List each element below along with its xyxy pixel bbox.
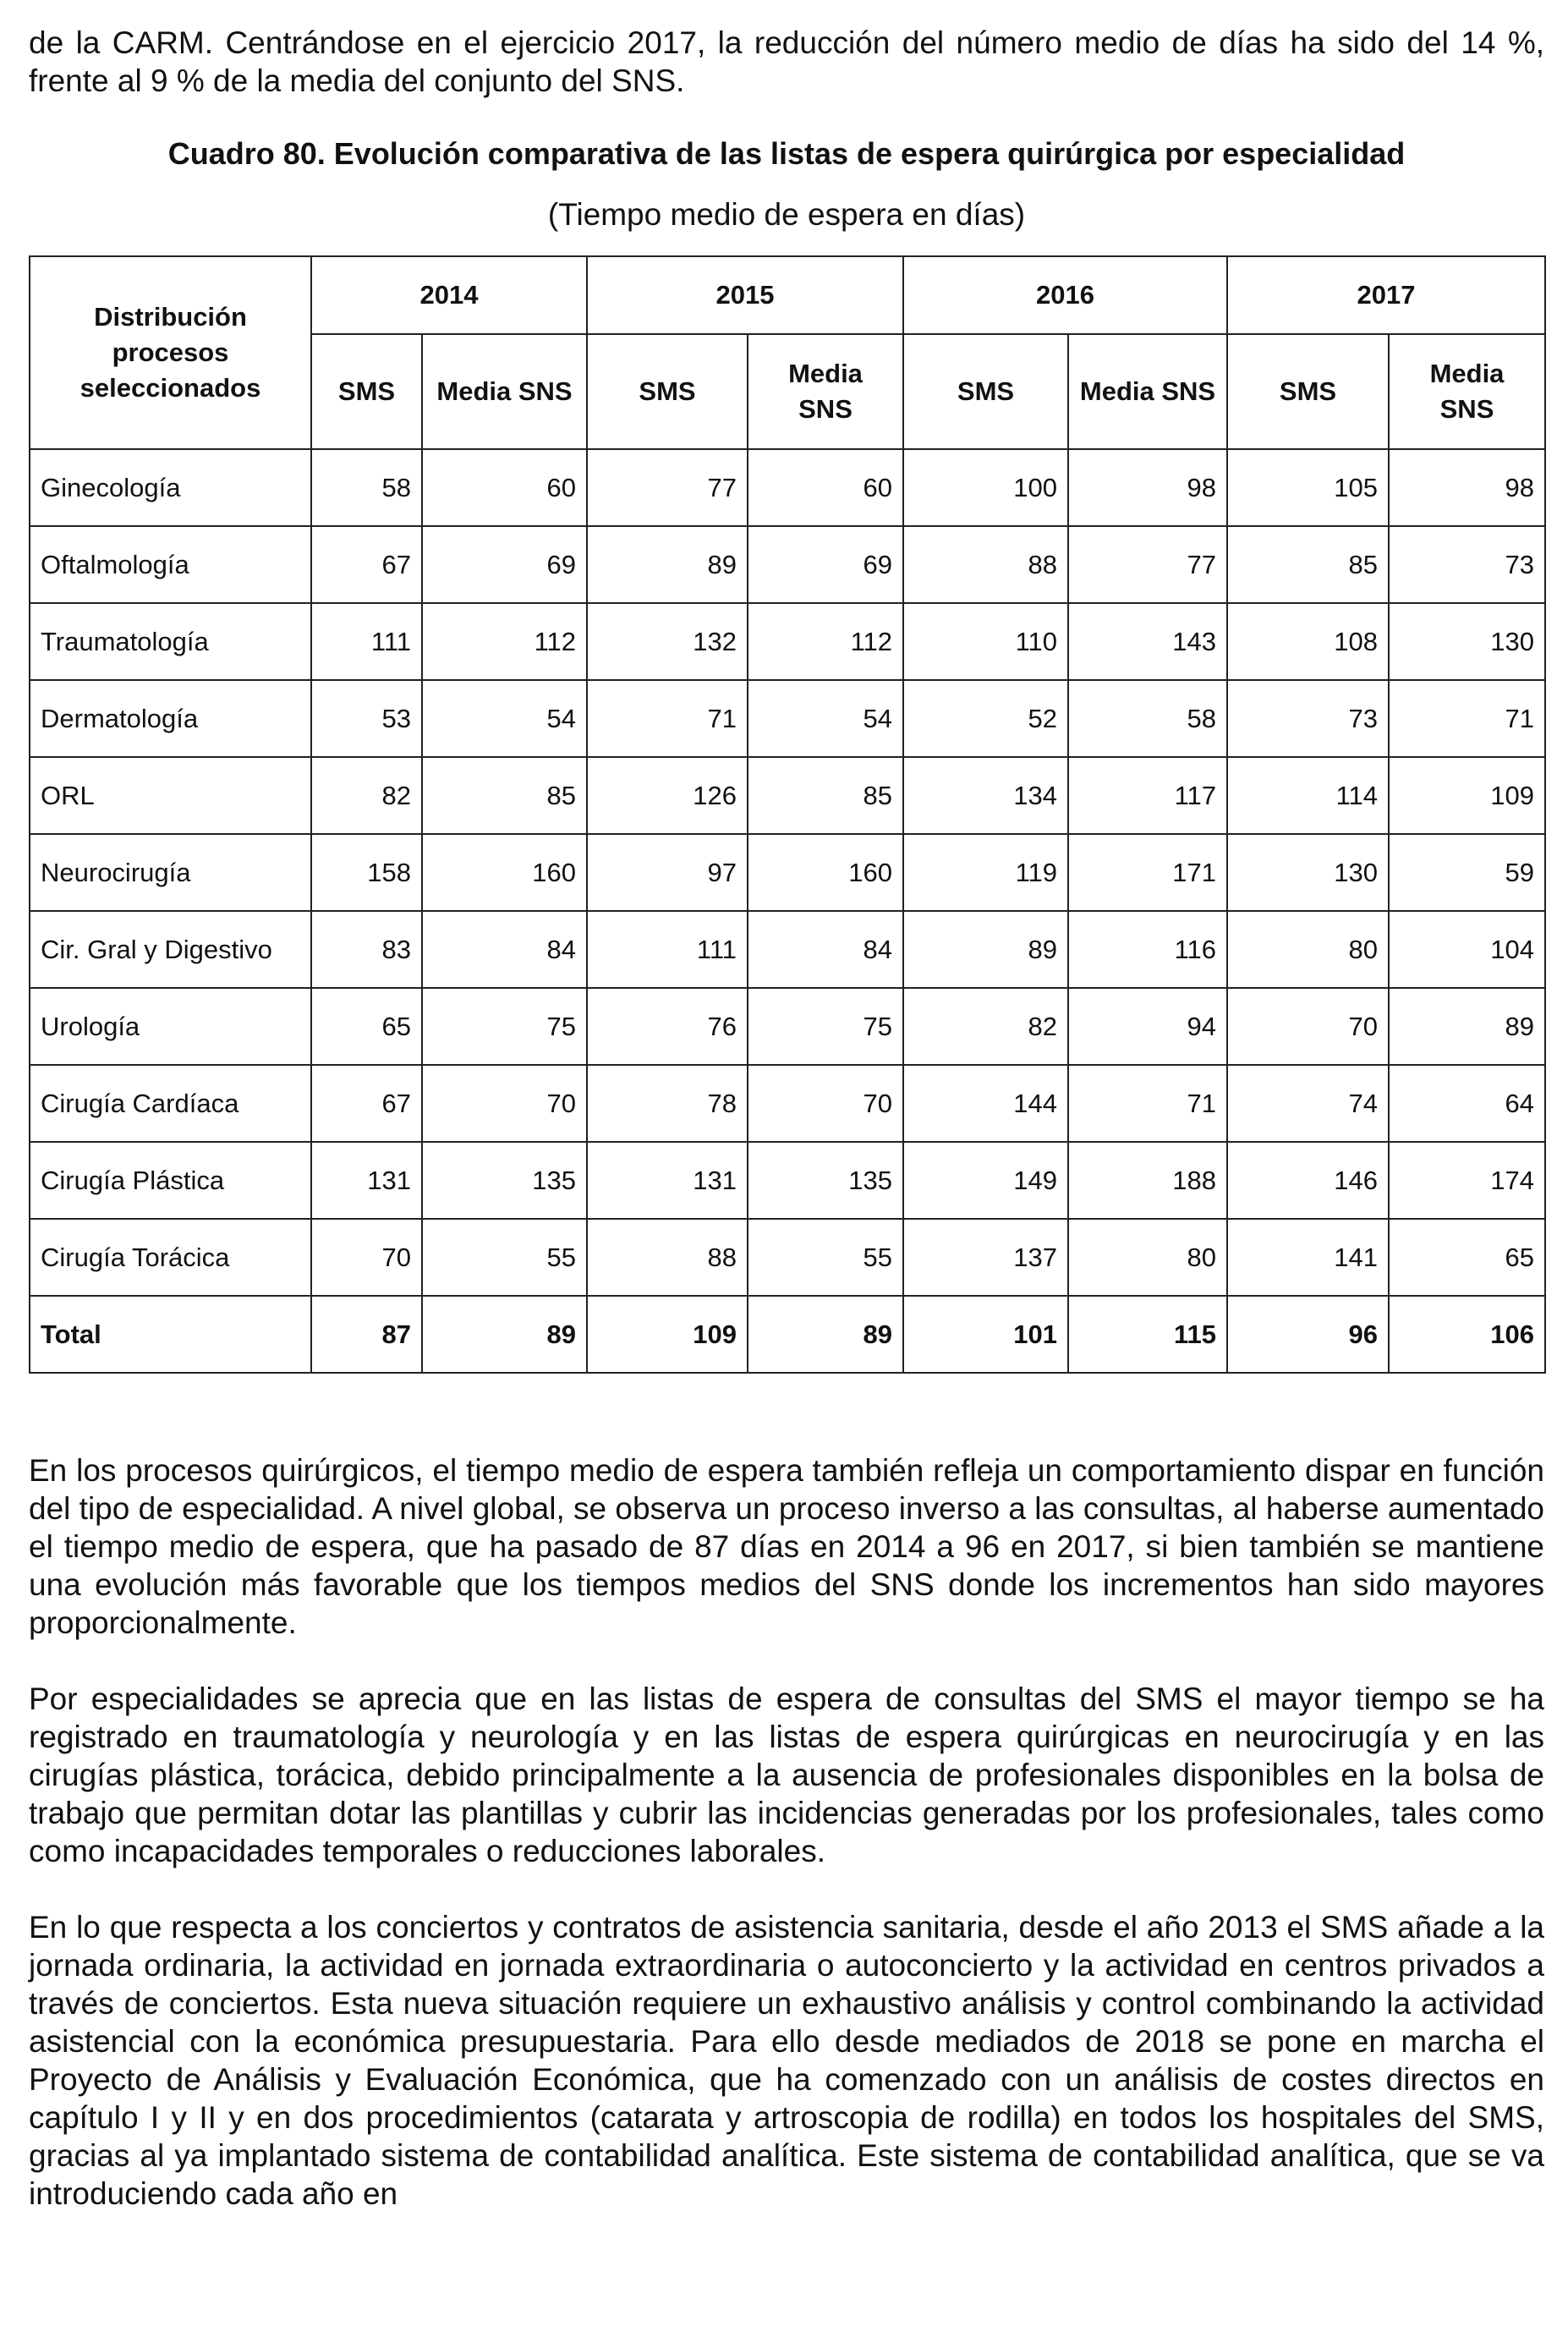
value-cell: 82 (311, 757, 422, 834)
value-cell: 70 (748, 1065, 903, 1142)
value-cell: 59 (1389, 834, 1545, 911)
paragraph-2: Por especialidades se aprecia que en las listas de espera de consultas del SMS el mayor tiempo se ha registrado en traumatología y neurología y en las listas de espera quirúrgicas en neurocirugía y en las cirugías plástica, torácica, debido principalmente a la ausencia de profesionales disponibles en la bolsa de trabajo que permitan dotar las plantillas y cubrir las incidencias generadas por los profesionales, tales como como incapacidades temporales o reducciones laborales. (29, 1681, 1544, 1868)
value-cell: 112 (422, 603, 587, 680)
value-cell: 84 (748, 911, 903, 988)
year-header-2016: 2016 (903, 256, 1227, 334)
value-cell: 60 (422, 449, 587, 526)
sub-header-media-sns: Media SNS (422, 334, 587, 449)
value-cell: 55 (748, 1219, 903, 1296)
value-cell: 88 (587, 1219, 748, 1296)
table-row (30, 1219, 1545, 1296)
sub-header-sms: SMS (311, 334, 422, 449)
value-cell: 98 (1068, 449, 1227, 526)
value-cell: 114 (1227, 757, 1389, 834)
value-cell: 101 (903, 1296, 1068, 1373)
value-cell: 65 (1389, 1219, 1545, 1296)
value-cell: 55 (422, 1219, 587, 1296)
value-cell: 80 (1227, 911, 1389, 988)
value-cell: 76 (587, 988, 748, 1065)
value-cell: 58 (311, 449, 422, 526)
value-cell: 89 (422, 1296, 587, 1373)
value-cell: 71 (587, 680, 748, 757)
table-row (30, 526, 1545, 603)
value-cell: 80 (1068, 1219, 1227, 1296)
value-cell: 78 (587, 1065, 748, 1142)
value-cell: 106 (1389, 1296, 1545, 1373)
table-row (30, 988, 1545, 1065)
value-cell: 134 (903, 757, 1068, 834)
value-cell: 143 (1068, 603, 1227, 680)
value-cell: 70 (422, 1065, 587, 1142)
value-cell: 52 (903, 680, 1068, 757)
value-cell: 105 (1227, 449, 1389, 526)
row-label: Cirugía Plástica (30, 1142, 311, 1219)
value-cell: 83 (311, 911, 422, 988)
value-cell: 54 (422, 680, 587, 757)
table-row (30, 680, 1545, 757)
value-cell: 75 (748, 988, 903, 1065)
table-subcaption: (Tiempo medio de espera en días) (547, 197, 1026, 232)
row-label: Neurocirugía (30, 834, 311, 911)
value-cell: 75 (422, 988, 587, 1065)
value-cell: 89 (1389, 988, 1545, 1065)
value-cell: 116 (1068, 911, 1227, 988)
intro-paragraph: de la CARM. Centrándose en el ejercicio 2017, la reducción del número medio de días ha sido del 14 %, frente al 9 % de la media del conjunto del SNS. (29, 25, 1544, 98)
year-header-2015: 2015 (587, 256, 903, 334)
value-cell: 65 (311, 988, 422, 1065)
value-cell: 71 (1068, 1065, 1227, 1142)
value-cell: 171 (1068, 834, 1227, 911)
year-header-2017: 2017 (1227, 256, 1545, 334)
value-cell: 149 (903, 1142, 1068, 1219)
value-cell: 82 (903, 988, 1068, 1065)
value-cell: 53 (311, 680, 422, 757)
row-label: Cirugía Cardíaca (30, 1065, 311, 1142)
value-cell: 117 (1068, 757, 1227, 834)
value-cell: 108 (1227, 603, 1389, 680)
value-cell: 67 (311, 526, 422, 603)
value-cell: 115 (1068, 1296, 1227, 1373)
table-row (30, 1142, 1545, 1219)
value-cell: 146 (1227, 1142, 1389, 1219)
sub-header-sms: SMS (1227, 334, 1389, 449)
value-cell: 158 (311, 834, 422, 911)
value-cell: 141 (1227, 1219, 1389, 1296)
body-text (29, 1451, 1544, 2213)
row-label: Cirugía Torácica (30, 1219, 311, 1296)
value-cell: 85 (422, 757, 587, 834)
value-cell: 58 (1068, 680, 1227, 757)
table-row (30, 834, 1545, 911)
table-row (30, 449, 1545, 526)
table-row (30, 1065, 1545, 1142)
value-cell: 135 (748, 1142, 903, 1219)
value-cell: 135 (422, 1142, 587, 1219)
value-cell: 188 (1068, 1142, 1227, 1219)
row-label: Dermatología (30, 680, 311, 757)
value-cell: 131 (311, 1142, 422, 1219)
value-cell: 73 (1389, 526, 1545, 603)
value-cell: 126 (587, 757, 748, 834)
value-cell: 160 (422, 834, 587, 911)
value-cell: 70 (1227, 988, 1389, 1065)
value-cell: 109 (1389, 757, 1545, 834)
row-label: Oftalmología (30, 526, 311, 603)
value-cell: 104 (1389, 911, 1545, 988)
row-label: Ginecología (30, 449, 311, 526)
table-total-row (30, 1296, 1545, 1373)
value-cell: 67 (311, 1065, 422, 1142)
value-cell: 88 (903, 526, 1068, 603)
value-cell: 111 (311, 603, 422, 680)
value-cell: 85 (748, 757, 903, 834)
value-cell: 77 (587, 449, 748, 526)
sub-header-media-sns: Media SNS (1389, 334, 1545, 449)
value-cell: 89 (903, 911, 1068, 988)
value-cell: 74 (1227, 1065, 1389, 1142)
sub-header-sms: SMS (587, 334, 748, 449)
value-cell: 89 (587, 526, 748, 603)
value-cell: 130 (1389, 603, 1545, 680)
sub-header-sms: SMS (903, 334, 1068, 449)
value-cell: 60 (748, 449, 903, 526)
value-cell: 69 (748, 526, 903, 603)
table-row (30, 757, 1545, 834)
value-cell: 130 (1227, 834, 1389, 911)
value-cell: 89 (748, 1296, 903, 1373)
row-label: Urología (30, 988, 311, 1065)
value-cell: 64 (1389, 1065, 1545, 1142)
value-cell: 109 (587, 1296, 748, 1373)
value-cell: 87 (311, 1296, 422, 1373)
value-cell: 54 (748, 680, 903, 757)
sub-header-media-sns: Media SNS (748, 334, 903, 449)
document-page (29, 24, 1544, 2213)
value-cell: 70 (311, 1219, 422, 1296)
value-cell: 110 (903, 603, 1068, 680)
value-cell: 97 (587, 834, 748, 911)
table-row (30, 603, 1545, 680)
waiting-list-table (29, 255, 1546, 1374)
value-cell: 71 (1389, 680, 1545, 757)
table-caption: Cuadro 80. Evolución comparativa de las listas de espera quirúrgica por especialidad (167, 136, 1406, 171)
row-label: ORL (30, 757, 311, 834)
value-cell: 96 (1227, 1296, 1389, 1373)
table-year-header-row (30, 256, 1545, 334)
value-cell: 111 (587, 911, 748, 988)
paragraph-3: En lo que respecta a los conciertos y contratos de asistencia sanitaria, desde el año 2013 el SMS añade a la jornada ordinaria, la actividad en jornada extraordinaria o autoconcierto y la actividad en centros privados a través de conciertos. Esta nueva situación requiere un exhaustivo análisis y control combinando la actividad asistencial con la económica presupuestaria. Para ello desde mediados de 2018 se pone en marcha el Proyecto de Análisis y Evaluación Económica, que ha comenzado con un análisis de costes directos en capítulo I y II y en dos procedimientos (catarata y artroscopia de rodilla) en todos los hospitales del SMS, gracias al ya implantado sistema de contabilidad analítica. Este sistema de contabilidad analítica, que se va introduciendo cada año en (29, 1910, 1544, 2211)
row-header-cell: Distribución procesos seleccionados (30, 256, 311, 449)
row-label: Traumatología (30, 603, 311, 680)
value-cell: 137 (903, 1219, 1068, 1296)
value-cell: 144 (903, 1065, 1068, 1142)
sub-header-media-sns: Media SNS (1068, 334, 1227, 449)
value-cell: 85 (1227, 526, 1389, 603)
value-cell: 112 (748, 603, 903, 680)
value-cell: 73 (1227, 680, 1389, 757)
value-cell: 174 (1389, 1142, 1545, 1219)
value-cell: 94 (1068, 988, 1227, 1065)
value-cell: 69 (422, 526, 587, 603)
row-label: Cir. Gral y Digestivo (30, 911, 311, 988)
value-cell: 84 (422, 911, 587, 988)
value-cell: 131 (587, 1142, 748, 1219)
value-cell: 119 (903, 834, 1068, 911)
paragraph-1: En los procesos quirúrgicos, el tiempo medio de espera también refleja un comportamiento dispar en función del tipo de especialidad. A nivel global, se observa un proceso inverso a las consultas, al haberse aumentado el tiempo medio de espera, que ha pasado de 87 días en 2014 a 96 en 2017, si bien también se mantiene una evolución más favorable que los tiempos medios del SNS donde los incrementos han sido mayores proporcionalmente. (29, 1453, 1544, 1640)
year-header-2014: 2014 (311, 256, 587, 334)
value-cell: 98 (1389, 449, 1545, 526)
value-cell: 132 (587, 603, 748, 680)
table-body (30, 449, 1545, 1373)
row-label: Total (30, 1296, 311, 1373)
value-cell: 160 (748, 834, 903, 911)
value-cell: 100 (903, 449, 1068, 526)
value-cell: 77 (1068, 526, 1227, 603)
table-row (30, 911, 1545, 988)
